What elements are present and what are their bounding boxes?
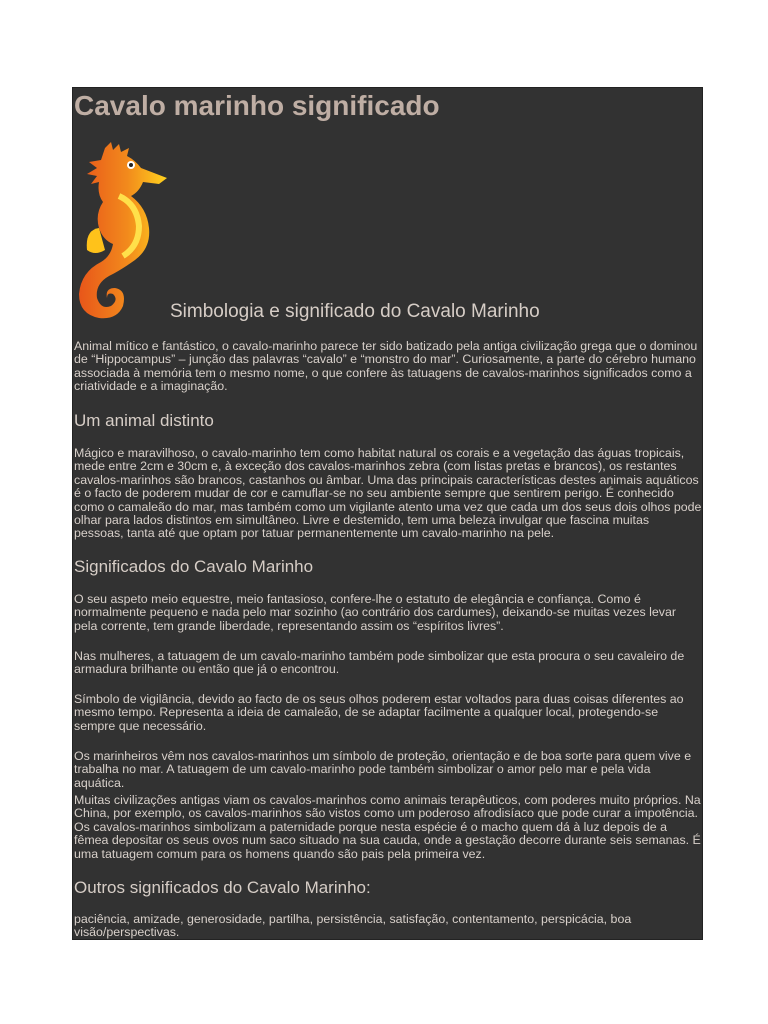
section-paragraph: Símbolo de vigilância, devido ao facto de os seus olhos poderem estar voltados para duas coisas diferentes ao mesmo tempo. Representa a ideia de camaleão, de se adaptar facilmente a qualquer local, protegendo-se sempre que necessário. [74, 692, 684, 733]
section-paragraph: Os marinheiros vêm nos cavalos-marinhos um símbolo de proteção, orientação e de boa sorte para quem vive e trabalha no mar. A tatuagem de um cavalo-marinho pode também simbolizar o amor pelo mar e pela vida aquática. [74, 749, 692, 790]
intro-paragraph: Animal mítico e fantástico, o cavalo-marinho parece ter sido batizado pela antiga civilização grega que o dominou de “Hippocampus” – junção das palavras “cavalo” e “monstro do mar”. Curiosamente, a parte do cérebro humano associada à memória tem o mesmo nome, o que confere às tatuagens de cavalos-marinhos significados como a criatividade e a imaginação. [74, 339, 698, 394]
section-paragraph: Mágico e maravilhoso, o cavalo-marinho tem como habitat natural os corais e a vegetação das águas tropicais, mede entre 2cm e 30cm e, à exceção dos cavalos-marinhos zebra (com listas pretas e brancos), os restantes cavalos-marinhos são brancos, castanhos ou âmbar. Uma das principais características destes animais aquáticos é o facto de poderem mudar de cor e camuflar-se no seu ambiente sempre que sentirem perigo. É conhecido como o camaleão do mar, mas também como um vigilante atento uma vez que cada um dos seus dois olhos pode olhar para lados distintos em simultâneo. Livre e destemido, tem uma beleza invulgar que fascina muitas pessoas, tanta até que optam por tatuar permanentemente um cavalo-marinho na pele. [74, 446, 702, 541]
section-heading-significados: Significados do Cavalo Marinho [74, 557, 314, 576]
page-title: Cavalo marinho significado [74, 90, 440, 121]
section-paragraph: paciência, amizade, generosidade, partilha, persistência, satisfação, contentamento, perspicácia, boa visão/perspectivas. [74, 912, 632, 940]
document-page [72, 87, 703, 940]
seahorse-illustration-icon [75, 138, 171, 322]
section-heading-um-animal-distinto: Um animal distinto [74, 411, 214, 430]
section-heading-outros-significados: Outros significados do Cavalo Marinho: [74, 878, 371, 897]
section-paragraph: Nas mulheres, a tatuagem de um cavalo-marinho também pode simbolizar que esta procura o seu cavaleiro de armadura brilhante ou então que já o encontrou. [74, 649, 685, 677]
subtitle: Simbologia e significado do Cavalo Marinho [170, 301, 540, 322]
section-paragraph: O seu aspeto meio equestre, meio fantasioso, confere-lhe o estatuto de elegância e confiança. Como é normalmente pequeno e nada pelo mar sozinho (ao contrário dos cardumes), deixando-se muitas vezes levar pela corrente, tem grande liberdade, representando assim os “espíritos livres”. [74, 592, 676, 633]
section-paragraph: Muitas civilizações antigas viam os cavalos-marinhos como animais terapêuticos, com poderes muito próprios. Na China, por exemplo, os cavalos-marinhos são vistos como um poderoso afrodisíaco que pode curar a impotência. Os cavalos-marinhos simbolizam a paternidade porque nesta espécie é o macho quem dá à luz depois de a fêmea depositar os seus ovos num saco situado na sua cauda, onde a gestação decorre durante seis semanas. É uma tatuagem comum para os homens quando são pais pela primeira vez. [74, 793, 701, 861]
